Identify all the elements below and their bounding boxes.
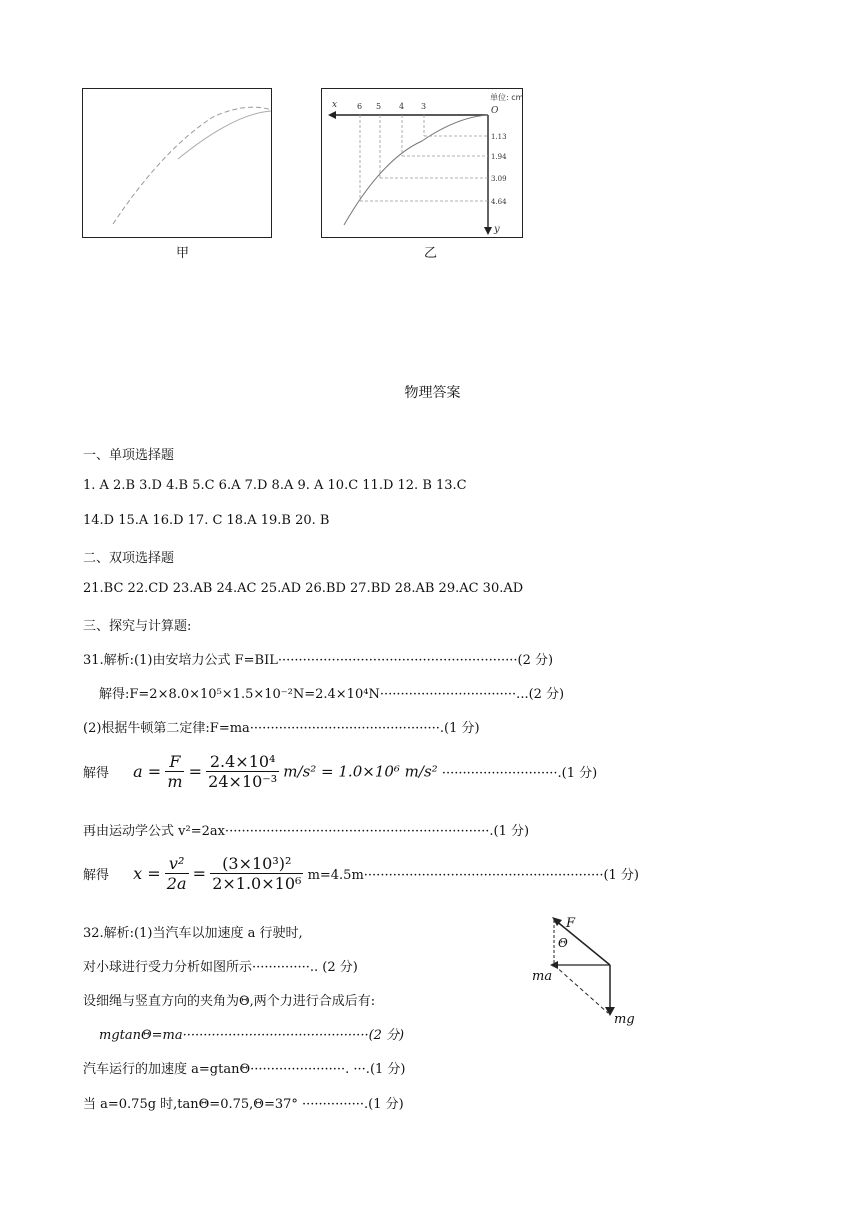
q31-eq-x-frac2-den: 2×1.0×10⁶ xyxy=(212,874,302,893)
q31-eq-a-frac1 xyxy=(165,752,184,791)
q31-eq-x-frac2 xyxy=(210,854,303,893)
q31-eq-x-frac1 xyxy=(165,854,189,893)
q32-line4: mgtanΘ=ma·············································(2 分) xyxy=(99,1028,405,1043)
figure-jia-caption: 甲 xyxy=(176,246,190,261)
y-tick-3: 3.09 xyxy=(491,175,507,183)
force-diagram-drawing xyxy=(528,910,648,1030)
q31-eq-a-lhs: a = xyxy=(133,762,162,781)
trajectory-curve xyxy=(113,107,271,224)
q32-line1: 32.解析:(1)当汽车以加速度 a 行驶时, xyxy=(83,926,303,941)
y-tick-4: 4.64 xyxy=(491,198,507,206)
trajectory-curve xyxy=(344,115,488,225)
q31-equation-a: 解得 a = $\frac{F}{m}$ = $\frac{\text{2.4×10⁴}}{\text{24×10⁻³}}$ m/s² = 1.0×10⁶ m/s² ····························.(1 分) xyxy=(83,752,598,791)
q31-line1: 31.解析:(1)由安培力公式 F=BIL··························································(2 分) xyxy=(83,653,554,668)
resultant-dashed xyxy=(554,965,608,1013)
x-axis-label: x xyxy=(332,100,338,110)
q31-line2: 解得:F=2×8.0×10⁵×1.5×10⁻²N=2.4×10⁴N·································...(2 分) xyxy=(99,687,565,702)
figure-yi xyxy=(321,88,523,238)
figure-jia-drawing xyxy=(83,89,271,237)
section1-answers-row1: 1. A 2.B 3.D 4.B 5.C 6.A 7.D 8.A 9. A 10.C 11.D 12. B 13.C xyxy=(83,478,467,493)
q31-line5: 再由运动学公式 v²=2ax································································.(1 分) xyxy=(83,824,530,839)
q31-eq-a-label: 解得 xyxy=(83,766,110,781)
q31-eq-x-frac1-den: 2a xyxy=(166,874,187,893)
y-axis-arrow xyxy=(484,227,492,235)
unit-label: 单位: cm xyxy=(490,93,522,102)
x-tick-6: 6 xyxy=(357,102,363,111)
q32-line2: 对小球进行受力分析如图所示··············.. (2 分) xyxy=(83,960,358,975)
q31-eq-a-frac2 xyxy=(206,752,279,791)
label-mg: mg xyxy=(614,1012,635,1027)
q31-eq-x-frac2-num: (3×10³)² xyxy=(210,854,303,874)
figure-jia xyxy=(82,88,272,238)
guide-lines xyxy=(360,115,488,201)
q31-eq-a-rest: m/s² = 1.0×10⁶ m/s² xyxy=(283,762,438,781)
q31-equation-x: 解得 x = $\frac{\text{v²}}{2a}$ = $\frac{\text{(3×10³)²}}{\text{2×1.0×10⁶}}$ m=4.5m··························································(1 分) xyxy=(83,854,640,893)
q32-line6: 当 a=0.75g 时,tanΘ=0.75,Θ=37° ···············.(1 分) xyxy=(83,1097,404,1112)
y-tick-1: 1.13 xyxy=(491,133,507,141)
x-tick-5: 5 xyxy=(376,102,382,111)
q31-eq-x-label: 解得 xyxy=(83,868,110,883)
q31-eq-a-frac1-den: m xyxy=(167,772,183,791)
x-tick-3: 3 xyxy=(421,102,427,111)
page-title: 物理答案 xyxy=(404,385,461,401)
figure-yi-caption: 乙 xyxy=(424,246,438,261)
force-diagram xyxy=(528,910,648,1030)
q31-line3: (2)根据牛顿第二定律:F=ma··············································.(1 分) xyxy=(83,721,480,736)
trajectory-solid xyxy=(178,111,271,159)
q32-line5: 汽车运行的加速度 a=gtanΘ·······················. ···.(1 分) xyxy=(83,1062,406,1077)
label-ma: ma xyxy=(532,969,553,984)
section2-heading: 二、双项选择题 xyxy=(83,551,175,566)
section1-answers-row2: 14.D 15.A 16.D 17. C 18.A 19.B 20. B xyxy=(83,513,330,528)
y-axis-label: y xyxy=(494,224,500,235)
y-tick-2: 1.94 xyxy=(491,153,507,161)
q32-line3: 设细绳与竖直方向的夹角为Θ,两个力进行合成后有: xyxy=(83,994,376,1009)
q31-eq-x-tail: m=4.5m··························································(1 分) xyxy=(307,868,640,883)
label-theta: Θ xyxy=(558,936,568,950)
section2-answers: 21.BC 22.CD 23.AB 24.AC 25.AD 26.BD 27.BD 28.AB 29.AC 30.AD xyxy=(83,581,524,596)
x-axis-arrow xyxy=(328,111,336,119)
q31-eq-a-frac1-num: F xyxy=(165,752,184,772)
label-F: F xyxy=(566,916,576,931)
x-tick-4: 4 xyxy=(399,102,405,111)
figure-yi-drawing xyxy=(322,89,522,237)
q31-eq-a-frac2-num: 2.4×10⁴ xyxy=(206,752,279,772)
q31-eq-a-frac2-den: 24×10⁻³ xyxy=(208,772,278,791)
section3-heading: 三、探究与计算题: xyxy=(83,619,192,634)
q31-eq-x-frac1-num: v² xyxy=(165,854,189,874)
origin-label: O xyxy=(491,106,499,116)
q31-eq-a-tail: ····························.(1 分) xyxy=(441,766,598,781)
q31-eq-x-lhs: x = xyxy=(133,864,161,883)
section1-heading: 一、单项选择题 xyxy=(83,448,175,463)
